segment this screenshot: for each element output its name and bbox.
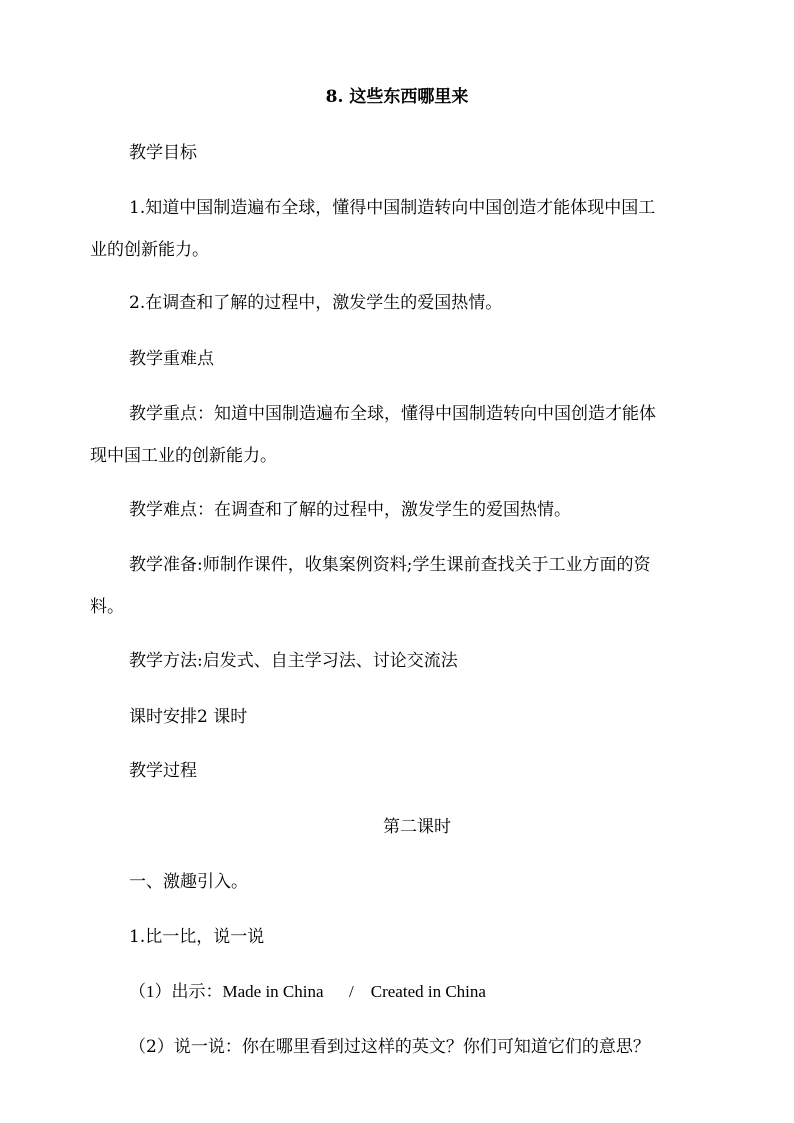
methods-line: 教学方法:启发式、自主学习法、讨论交流法 — [129, 651, 458, 671]
preparation-line-2: 料。 — [90, 597, 124, 617]
lesson-heading: 第二课时 — [383, 817, 451, 837]
objective-1-line-2: 业的创新能力。 — [90, 240, 209, 260]
objective-2: 2.在调查和了解的过程中，激发学生的爱国热情。 — [129, 293, 503, 313]
key-point-line-2: 现中国工业的创新能力。 — [90, 446, 277, 466]
schedule-line: 课时安排2 课时 — [129, 707, 248, 727]
difficulty-line: 教学难点：在调查和了解的过程中，激发学生的爱国热情。 — [129, 500, 571, 520]
part-1-heading: 一、激趣引入。 — [129, 872, 248, 892]
process-heading: 教学过程 — [129, 761, 197, 781]
step-2-line: （2）说一说：你在哪里看到过这样的英文？你们可知道它们的意思？ — [129, 1037, 650, 1057]
objective-1-line-1: 1.知道中国制造遍布全球，懂得中国制造转向中国创造才能体现中国工 — [129, 198, 656, 218]
preparation-line-1: 教学准备:师制作课件，收集案例资料;学生课前查找关于工业方面的资 — [129, 555, 651, 575]
step-1-line: （1）出示：Made in China / Created in China — [129, 982, 486, 1001]
objectives-heading: 教学目标 — [129, 143, 197, 163]
key-points-heading: 教学重难点 — [129, 349, 214, 369]
key-point-line-1: 教学重点：知道中国制造遍布全球，懂得中国制造转向中国创造才能体 — [129, 404, 656, 424]
activity-1-line: 1.比一比，说一说 — [129, 927, 265, 947]
document-title: 8. 这些东西哪里来 — [325, 87, 469, 107]
